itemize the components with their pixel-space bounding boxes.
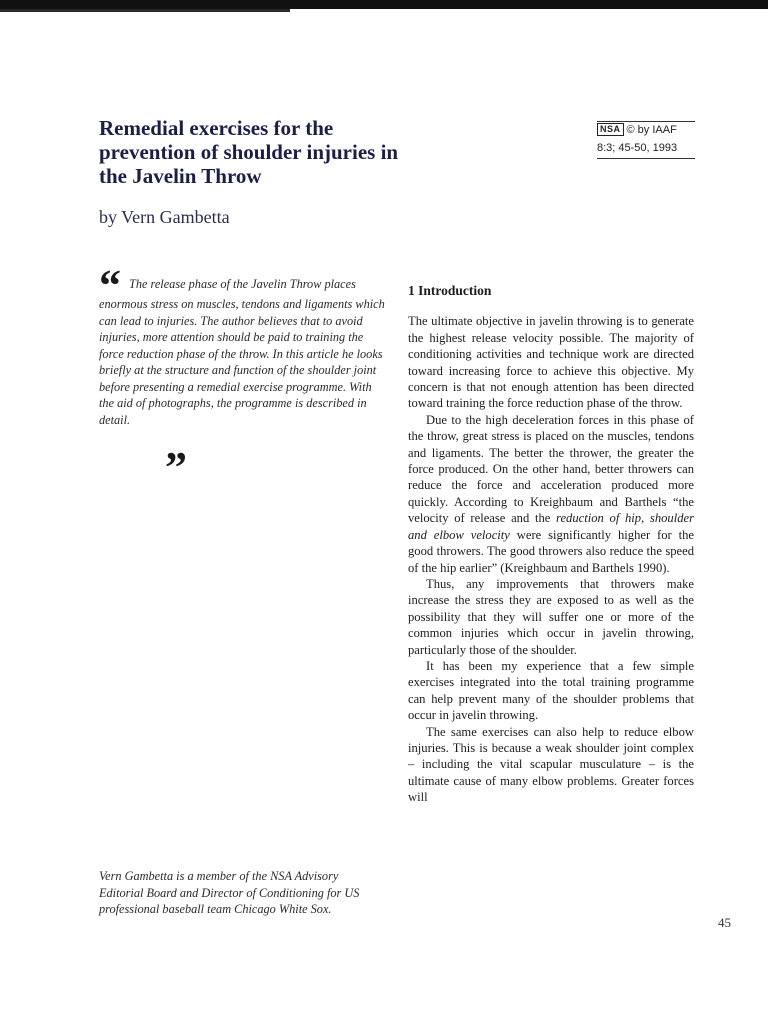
scan-border-shadow [0, 9, 290, 12]
meta-divider [597, 158, 695, 159]
article-title: Remedial exercises for the prevention of shoulder injuries in the Javelin Throw [99, 116, 399, 188]
meta-copyright-row [597, 121, 695, 136]
section-heading: 1 Introduction [408, 283, 492, 298]
abstract-text: The release phase of the Javelin Throw places enormous stress on muscles, tendons and ligaments which can lead to injuries. The author believes that to avoid injuries, more attention should be paid to training the force reduction phase of the throw. In this article he looks briefly at the structure and function of the shoulder joint before presenting a remedial exercise programme. With the aid of photographs, the programme is described in detail. [99, 277, 385, 427]
paragraph-2-italic: reduction of hip, shoulder and elbow velocity [408, 511, 695, 542]
page-number: 45 [718, 915, 731, 930]
paragraph-1: The ultimate objective in javelin throwing is to generate the highest release velocity possible. The majority of conditioning activities and technique work are directed toward increasing force to achieve this objective. My concern is that not enough attention has been directed toward training the force reduction phase of the throw. [408, 314, 694, 411]
author-byline: by Vern Gambetta [99, 207, 230, 227]
abstract-pullquote [99, 261, 389, 428]
paragraph-2-part-b: were significantly higher for the good throwers. The good throwers also reduce the speed of the hip earlier” (Kreighbaum and Barthels 1990). [408, 527, 694, 575]
author-bio: Vern Gambetta is a member of the NSA Advisory Editorial Board and Director of Conditioning for US professional baseball team Chicago White Sox. [99, 869, 360, 916]
nsa-logo-icon: NSA [597, 123, 624, 136]
paragraph-5: The same exercises can also help to reduce elbow injuries. This is because a weak shoulder joint complex – including the vital scapular musculature – is the ultimate cause of many elbow problems. Greater forces will [408, 724, 694, 805]
paragraph-2-part-a: Due to the high deceleration forces in this phase of the throw, great stress is placed on the muscles, tendons and ligaments. The better the thrower, the greater the force produced. On the other hand, better throwers can reduce the force and acceleration produced more quickly. According to Kreighbaum and Barthels “the velocity of release and the [408, 412, 694, 526]
paragraph-2 [408, 412, 694, 576]
paragraph-3: Thus, any improvements that throwers make increase the stress they are exposed to as well as the possibility that they will suffer one or more of the common injuries which occur in javelin throwing, particularly those of the shoulder. [408, 576, 694, 657]
paragraph-4: It has been my experience that a few simple exercises integrated into the total training programme can help prevent many of the shoulder problems that occur in javelin throwing. [408, 658, 694, 723]
main-text-column [408, 283, 694, 806]
publication-meta [597, 121, 695, 159]
open-quote-icon: “ [99, 261, 121, 310]
scan-border-top [0, 0, 768, 9]
copyright-text: © by IAAF [626, 123, 677, 136]
citation-text: 8:3; 45-50, 1993 [597, 142, 678, 154]
close-quote-icon: ” [165, 443, 187, 492]
